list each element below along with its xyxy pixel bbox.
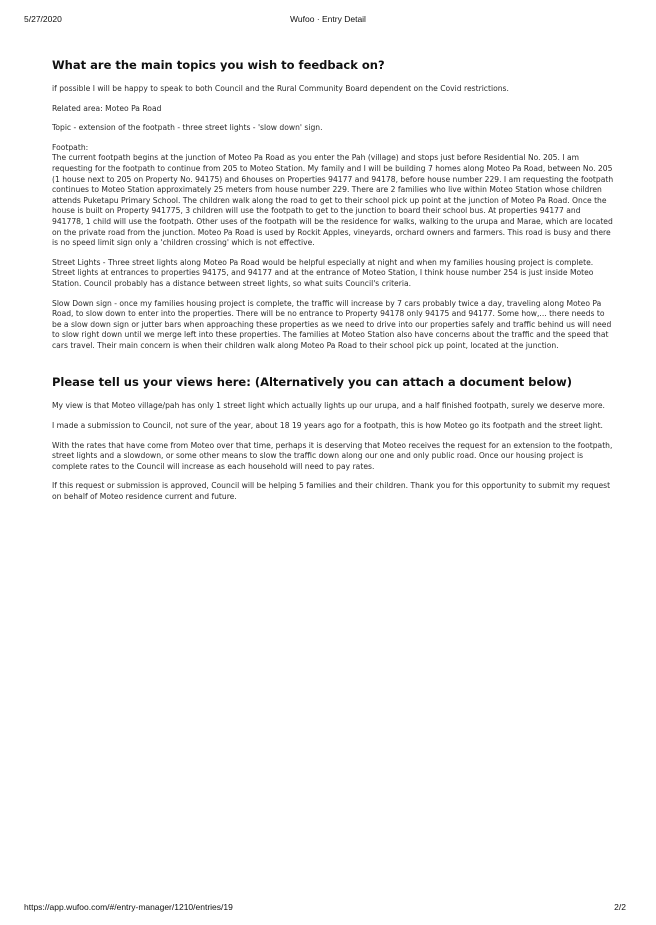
- entry-content: [52, 58, 614, 512]
- paragraph-slow-down: Slow Down sign - once my families housing project is complete, the traffic will increase by 7 cars probably twice a day, traveling along Moteo Pa Road, to slow down to enter into the properties. There will be no entrance to Property 94178 only 94175 and 94177. Some how,... there needs to be a slow down sign or jutter bars when approaching these properties as we need to drive into our properties safely and traffic behind us will need to slow right down until we merge left into these properties. The families at Moteo Station also have concerns about the traffic and the speed that cars travel. Their main concern is when their children walk along Moteo Pa Road to their school pick up point, located at the junction.: [52, 298, 612, 350]
- page-title: Wufoo · Entry Detail: [290, 14, 366, 24]
- footer-url: https://app.wufoo.com/#/entry-manager/1210/entries/19: [24, 902, 233, 912]
- section-heading-topics: What are the main topics you wish to feedback on?: [52, 58, 385, 72]
- paragraph-speak: if possible I will be happy to speak to both Council and the Rural Community Board dependent on the Covid restrictions.: [52, 84, 509, 93]
- paragraph-street-lights: Street Lights - Three street lights along Moteo Pa Road would be helpful especially at night and when my families housing project is complete. Street lights at entrances to properties 94175, and 94177 and at the entrance of Moteo Station, I think house number 254 is just inside Moteo Station. Council probably has a distance between street lights, so what suits Council's criteria.: [52, 257, 594, 288]
- paragraph-rates: With the rates that have come from Moteo over that time, perhaps it is deserving that Moteo receives the request for an extension to the footpath, street lights and a slowdown, or some other means to slow the traffic down along our one and only public road. Once our housing project is complete rates to the Council will increase as each household will need to pay rates.: [52, 440, 613, 471]
- print-date: 5/27/2020: [24, 14, 62, 24]
- paragraph-topic: Topic - extension of the footpath - three street lights - 'slow down' sign.: [52, 123, 323, 133]
- paragraph-view: My view is that Moteo village/pah has only 1 street light which actually lights up our urupa, and a half finished footpath, surely we deserve more.: [52, 401, 605, 411]
- paragraph-related-area: Related area: Moteo Pa Road: [52, 103, 162, 113]
- page-number: 2/2: [614, 902, 626, 912]
- paragraph-submission: I made a submission to Council, not sure of the year, about 18 19 years ago for a footpath, this is how Moteo go its footpath and the street light.: [52, 421, 603, 431]
- section-heading-views: Please tell us your views here: (Alternatively you can attach a document below): [52, 375, 573, 390]
- paragraph-approval: If this request or submission is approved, Council will be helping 5 families and their children. Thank you for this opportunity to submit my request on behalf of Moteo residence current and future.: [52, 481, 611, 502]
- paragraph-footpath: Footpath: The current footpath begins at the junction of Moteo Pa Road as you enter the Pah (village) and stops just before Residential No. 205. I am requesting for the footpath to continue from 205 to Moteo Station. My family and I will be building 7 homes along Moteo Pa Road, between No. 205 (1 house next to 205 on Property No. 94175) and 6houses on Properties 94177 and 94178, before house number 229. I am requesting the footpath continues to Moteo Station approximately 25 meters from house number 229. There are 2 families who live within Moteo Station whose children attends Puketapu Primary School. The children walk along the road to get to their school pick up point at the junction of Moteo Pa Road. Once the house is built on Property 941775, 3 children will use the footpath to get to the junction to board their school bus. At properties 94177 and 941778, 1 child will use the footpath. Other uses of the footpath will be the residence for walks, walking to the urupa and Marae, which are located on the private road from the junction. Moteo Pa Road is used by Rockit Apples, vineyards, orchard owners and farmers. This road is busy and there is no speed limit sign only a 'children crossing' which is not effective.: [52, 142, 614, 248]
